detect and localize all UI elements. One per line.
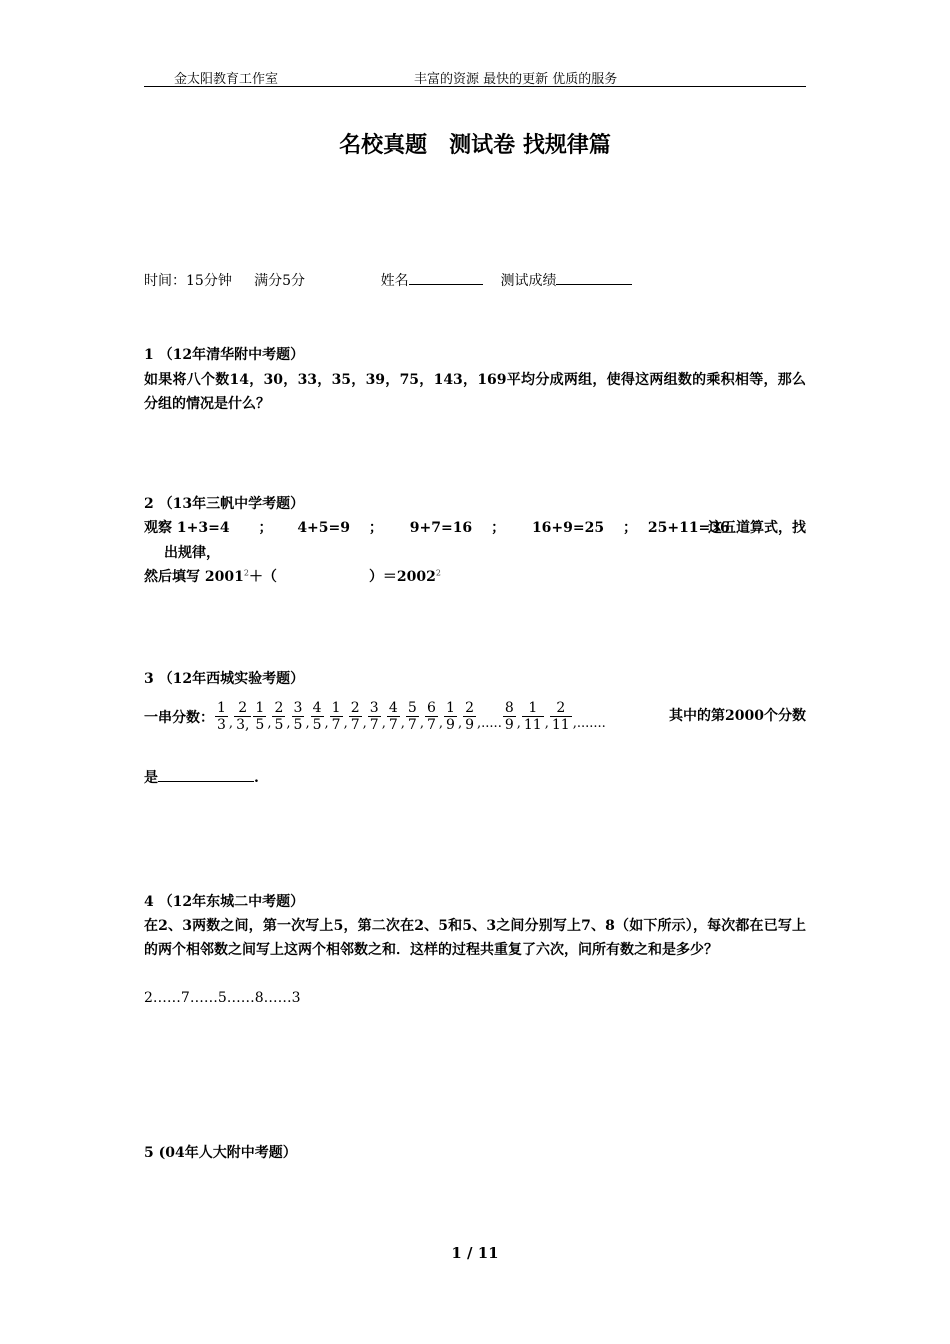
fraction-denominator: 7 — [407, 717, 417, 733]
fraction-denominator: 3, — [236, 717, 250, 733]
fraction-denominator: 5 — [274, 717, 284, 733]
fraction — [444, 700, 457, 733]
fraction-separator: , — [400, 716, 405, 731]
q3-period: . — [254, 770, 259, 786]
q3-lead: 一串分数： — [144, 709, 214, 726]
fraction-denominator: 7 — [426, 717, 436, 733]
fraction — [311, 700, 324, 733]
fraction-numerator: 8 — [504, 700, 514, 716]
q4-text: 在2、3两数之间，第一次写上5，第二次在2、5和5、3之间分别写上7、8（如下所示），每次都在已写上的两个相邻数之间写上这两个相邻数之和．这样的过程共重复了六次，问所有数之和是多少？ — [144, 918, 806, 958]
page-header — [144, 66, 806, 87]
fraction — [406, 700, 419, 733]
fraction — [425, 700, 438, 733]
q2-line3 — [144, 566, 441, 586]
name-label: 姓名 — [380, 273, 409, 289]
q2-line3-a: 然后填写 2001 — [144, 569, 244, 585]
fraction-denominator: 7 — [331, 717, 341, 733]
fraction-numerator: 2 — [234, 700, 251, 717]
q2-equations — [144, 517, 806, 537]
q2-sep4: ； — [622, 520, 637, 536]
q1-text: 如果将八个数14，30，33，35，39，75，143，169平均分成两组，使得这两组数的乘积相等，那么分组的情况是什么？ — [144, 372, 806, 412]
fraction-separator: , — [544, 716, 549, 731]
header-right: 丰富的资源 最快的更新 优质的服务 — [414, 72, 618, 87]
fraction-separator: , — [438, 716, 444, 731]
q3-line2-label: 是 — [144, 770, 158, 786]
fraction-list — [214, 700, 606, 733]
result-blank — [556, 270, 632, 285]
fraction — [503, 700, 516, 733]
q2-eq5: 25+11=36 — [647, 520, 730, 536]
fraction — [234, 700, 251, 733]
fraction-numerator: 4 — [388, 700, 398, 716]
q2-line3-c: ）＝2002 — [368, 569, 436, 585]
fraction-numerator: 2 — [465, 700, 475, 716]
fraction-numerator: 2 — [274, 700, 284, 716]
fraction-numerator: 2 — [350, 700, 360, 716]
time-label: 时间：15分钟 — [144, 273, 232, 289]
fraction-numerator: 1 — [331, 700, 341, 716]
q2-line2: 出规律， — [164, 545, 220, 561]
q5-heading: 5 (04年人大附中考题） — [144, 1145, 297, 1161]
fraction — [463, 700, 476, 733]
fraction-separator: , — [286, 716, 291, 731]
fraction-denominator: 7 — [369, 717, 379, 733]
fraction — [292, 700, 305, 733]
test-info — [144, 270, 632, 290]
page-number: 1 / 11 — [451, 1244, 499, 1262]
fraction — [368, 700, 381, 733]
fraction-denominator: 3 — [217, 717, 226, 733]
fraction-separator: , — [343, 716, 348, 731]
fraction-separator: , — [305, 716, 310, 731]
fraction-separator: , — [228, 716, 234, 731]
q2-tail: 这五道算式，找 — [708, 520, 806, 536]
q2-sep2: ； — [368, 520, 383, 536]
q1-heading: 1 （12年清华附中考题） — [144, 347, 305, 363]
fraction-numerator: 6 — [426, 700, 436, 716]
fraction-separator: , — [362, 716, 367, 731]
fraction — [330, 700, 343, 733]
q3-series — [144, 700, 806, 750]
fraction — [272, 700, 285, 733]
q3-line2 — [144, 767, 259, 787]
fraction-denominator: 9 — [446, 717, 455, 733]
fraction-denominator: 11 — [551, 717, 570, 733]
fraction — [387, 700, 400, 733]
q2-sup1: 2 — [243, 568, 249, 578]
fraction-numerator: 1 — [446, 700, 455, 716]
fraction-numerator: 3 — [369, 700, 379, 716]
q2-eq3: 9+7=16 — [409, 520, 473, 536]
fraction-numerator: 4 — [312, 700, 322, 716]
q2-sup2: 2 — [435, 568, 441, 578]
fraction — [349, 700, 362, 733]
q2-line3-b: ＋（ — [248, 569, 277, 585]
fraction-separator: ,....... — [572, 716, 606, 731]
fraction-denominator: 11 — [523, 717, 542, 733]
fraction-separator: , — [267, 716, 272, 731]
q4-sequence: 2……7……5……8……3 — [144, 990, 301, 1006]
fraction-separator: , — [324, 716, 329, 731]
fraction-denominator: 7 — [350, 717, 360, 733]
fraction-denominator: 9 — [504, 717, 514, 733]
q3-heading: 3 （12年西城实验考题） — [144, 671, 305, 687]
q2-eq4: 16+9=25 — [531, 520, 605, 536]
fraction-denominator: 5 — [312, 717, 322, 733]
document-title: 名校真题 测试卷 找规律篇 — [339, 133, 611, 158]
fraction-numerator: 1 — [217, 700, 226, 716]
fraction-separator: ,..... — [477, 716, 502, 731]
fraction-denominator: 5 — [293, 717, 303, 733]
fraction-separator: , — [381, 716, 386, 731]
fraction-numerator: 3 — [293, 700, 303, 716]
fraction-separator: , — [419, 716, 424, 731]
fraction-denominator: 9 — [465, 717, 475, 733]
fraction-numerator: 1 — [255, 700, 265, 716]
result-label: 测试成绩 — [500, 273, 557, 289]
fraction-numerator: 5 — [407, 700, 417, 716]
name-blank — [409, 270, 483, 285]
q2-eq1: 观察 1+3=4 — [144, 520, 230, 536]
fraction-separator: , — [457, 716, 463, 731]
score-label: 满分5分 — [254, 273, 306, 289]
fraction — [253, 700, 266, 733]
fraction — [215, 700, 228, 733]
q4-heading: 4 （12年东城二中考题） — [144, 894, 305, 910]
header-left: 金太阳教育工作室 — [174, 72, 279, 87]
q2-sep1: ； — [258, 520, 273, 536]
fraction-numerator: 1 — [522, 700, 544, 717]
q3-answer-blank — [158, 767, 254, 782]
q3-tail: 其中的第2000个分数 — [669, 708, 806, 724]
fraction — [550, 700, 572, 733]
q2-sep3: ； — [491, 520, 506, 536]
fraction-numerator: 2 — [550, 700, 572, 717]
q2-eq2: 4+5=9 — [297, 520, 350, 536]
fraction-separator: , — [516, 716, 521, 731]
fraction — [522, 700, 544, 733]
fraction-denominator: 5 — [255, 717, 265, 733]
q2-heading: 2 （13年三帆中学考题） — [144, 496, 305, 512]
fraction-denominator: 7 — [388, 717, 398, 733]
